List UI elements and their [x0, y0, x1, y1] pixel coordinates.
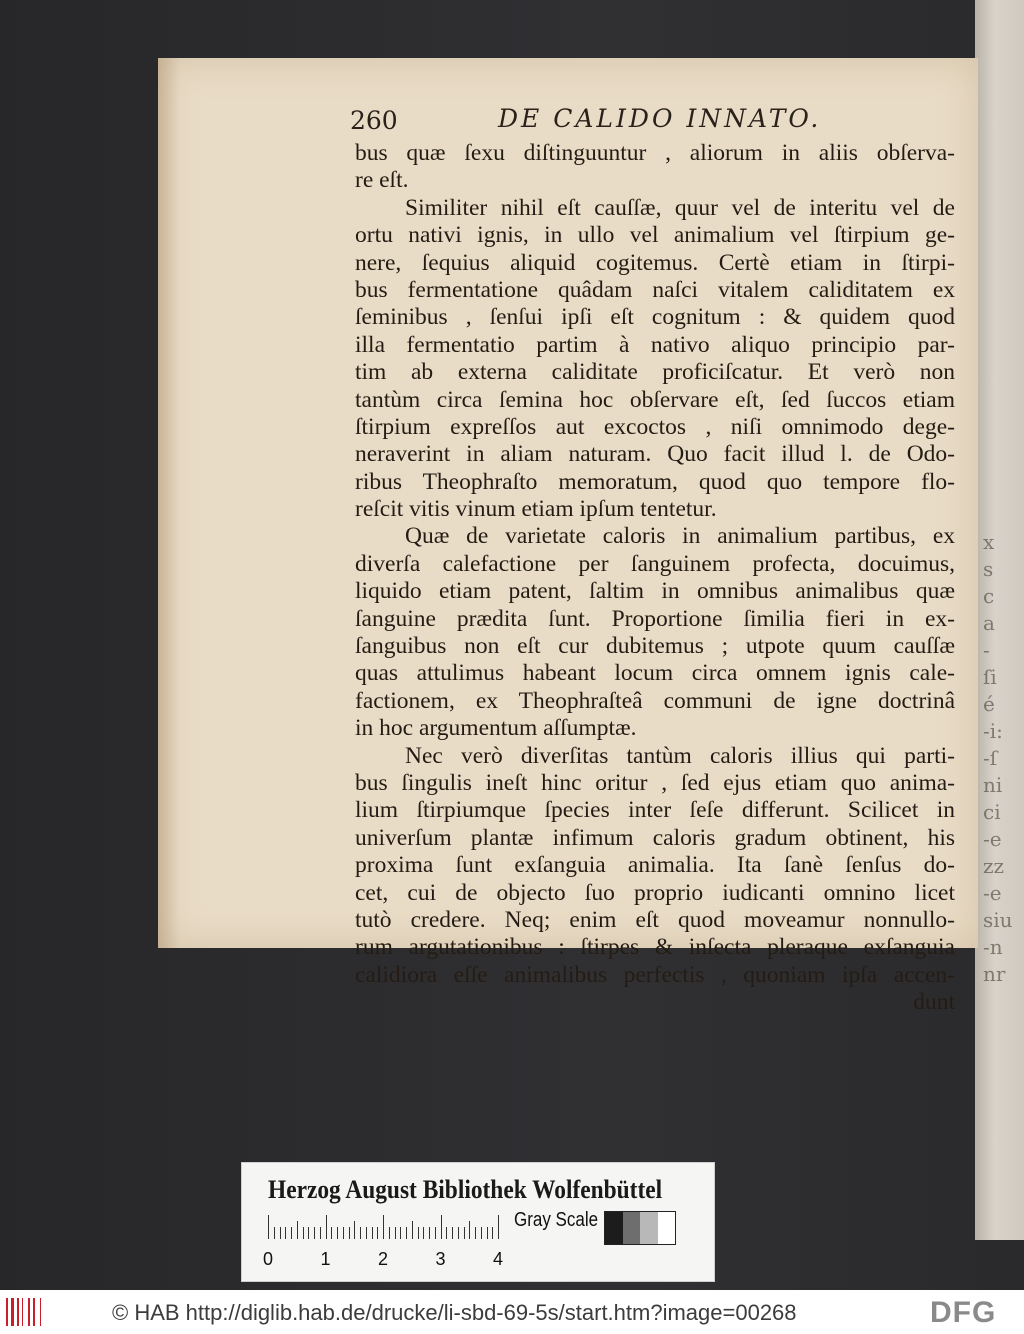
page-binding-shadow	[158, 58, 180, 948]
barcode-icon	[6, 1298, 46, 1326]
facing-page-fragment: -n	[983, 935, 1003, 959]
facing-page-fragment: zz	[983, 854, 1005, 878]
ruler-tick	[349, 1227, 350, 1239]
text-line: reſcit vitis vinum etiam ipſum tentetur.	[355, 496, 717, 523]
ruler-number: 2	[378, 1249, 389, 1269]
ruler-tick	[464, 1227, 465, 1239]
ruler-tick	[366, 1227, 367, 1239]
page-number: 260	[350, 106, 398, 135]
facing-page-edge	[975, 0, 1024, 1240]
library-name: Herzog August Bibliothek Wolfenbüttel	[268, 1175, 663, 1204]
ruler-tick	[314, 1227, 315, 1239]
ruler-tick	[492, 1227, 493, 1239]
gray-swatch	[605, 1212, 623, 1244]
text-line: nere, ſequius aliquid cogitemus. Certè etiam in ſtirpi-	[355, 249, 955, 276]
ruler-tick	[354, 1221, 355, 1239]
text-line: tutò credere. Neq; enim eſt quod moveamur nonnullo-	[355, 906, 955, 933]
text-line: factionem, ex Theophraſteâ communi de igne doctrinâ	[355, 687, 955, 714]
facing-page-fragment: -e	[983, 881, 1002, 905]
facing-page-fragment: x	[983, 530, 995, 554]
text-line: calidiora eſſe animalibus perfectis , quoniam ipſa accen-	[355, 961, 955, 988]
facing-page-fragment: ci	[983, 800, 1001, 824]
ruler-tick	[280, 1227, 281, 1239]
text-line: Nec verò diverſitas tantùm caloris illius qui parti-	[405, 742, 955, 769]
ruler-tick	[308, 1227, 309, 1239]
text-line: ſanguibus non eſt cur dubitemus ; utpote quum cauſſæ	[355, 633, 955, 660]
text-line: dunt	[913, 989, 955, 1016]
text-line: bus fermentatione quâdam naſci vitalem caliditatem ex	[355, 276, 955, 303]
ruler-tick	[469, 1221, 470, 1239]
ruler-tick	[297, 1221, 298, 1239]
text-line: ſanguine prædita ſunt. Proportione ſimilia fieri in ex-	[355, 605, 955, 632]
text-line: illa fermentatio partim à nativo aliquo principio par-	[355, 331, 955, 358]
text-line: in hoc argumentum aſſumptæ.	[355, 715, 637, 742]
viewer-footer	[0, 1290, 1024, 1334]
ruler-tick	[418, 1227, 419, 1239]
ruler-tick	[331, 1227, 332, 1239]
text-line: ribus Theophraſto memoratum, quod quo tempore flo-	[355, 468, 955, 495]
text-line: ortu nativi ignis, in ullo vel animalium vel ſtirpium ge-	[355, 222, 955, 249]
text-line: cet, cui de objecto ſuo proprio iudicanti omnino licet	[355, 879, 955, 906]
dfg-logo: DFG	[930, 1296, 997, 1329]
ruler-number: 4	[493, 1249, 504, 1269]
ruler-tick	[360, 1227, 361, 1239]
facing-page-fragment: -e	[983, 827, 1002, 851]
ruler-tick	[498, 1215, 499, 1239]
ruler-tick	[383, 1215, 384, 1239]
facing-page-fragment: s	[983, 557, 994, 581]
facing-page-fragment: c	[983, 584, 995, 608]
page-body-text	[355, 140, 955, 1017]
ruler-tick	[400, 1227, 401, 1239]
text-line: ſeminibus , ſenſui ipſi eſt cognitum : & quidem quod	[355, 304, 955, 331]
ruler-tick	[337, 1227, 338, 1239]
ruler-tick	[303, 1227, 304, 1239]
facing-page-fragment: é	[983, 692, 995, 716]
gray-swatch	[623, 1212, 641, 1244]
text-line: tantùm circa ſemina hoc obſervare eſt, ſed ſuccos etiam	[355, 386, 955, 413]
ruler-tick	[458, 1227, 459, 1239]
facing-page-fragment: ſi	[983, 665, 997, 689]
text-line: liquido etiam patent, ſaltim in omnibus animalibus quæ	[355, 578, 955, 605]
text-line: rum argutationibus : ſtirpes & inſecta pleraque exſanguia	[355, 934, 955, 961]
text-line: ſtirpium expreſſos aut excoctos , niſi omnimodo dege-	[355, 413, 955, 440]
ruler-tick	[452, 1227, 453, 1239]
facing-page-fragment: ni	[983, 773, 1003, 797]
ruler-tick	[423, 1227, 424, 1239]
ruler-tick	[487, 1227, 488, 1239]
facing-page-fragment: -ſ	[983, 746, 998, 770]
ruler-tick	[435, 1227, 436, 1239]
gray-swatch	[640, 1212, 658, 1244]
text-line: quas attulimus habeant locum circa omnem ignis cale-	[355, 660, 955, 687]
facing-page-fragment: -	[983, 638, 990, 662]
facing-page-fragment: siu	[983, 908, 1013, 932]
ruler-tick	[326, 1215, 327, 1239]
ruler-tick	[446, 1227, 447, 1239]
ruler-tick	[429, 1227, 430, 1239]
text-line: univerſum plantæ infimum caloris gradum obtinent, his	[355, 824, 955, 851]
text-line: re eſt.	[355, 167, 409, 194]
running-title: DE CALIDO INNATO.	[498, 104, 822, 133]
ruler-number: 0	[263, 1249, 274, 1269]
copyright-link[interactable]: © HAB http://diglib.hab.de/drucke/li-sbd-69-5s/start.htm?image=00268	[112, 1300, 797, 1325]
scale-ruler	[268, 1215, 508, 1239]
text-line: proxima ſunt exſanguia animalia. Ita ſanè ſenſus do-	[355, 852, 955, 879]
ruler-tick	[320, 1227, 321, 1239]
ruler-tick	[291, 1227, 292, 1239]
text-line: tim ab externa caliditate proficiſcatur. Et verò non	[355, 359, 955, 386]
text-line: Quæ de varietate caloris in animalium partibus, ex	[405, 523, 955, 550]
ruler-tick	[475, 1227, 476, 1239]
ruler-tick	[441, 1215, 442, 1239]
ruler-tick	[481, 1227, 482, 1239]
gray-scale-swatches	[604, 1211, 676, 1245]
ruler-tick	[343, 1227, 344, 1239]
ruler-tick	[412, 1221, 413, 1239]
ruler-number: 3	[435, 1249, 446, 1269]
text-line: neraverint in aliam naturam. Quo facit illud l. de Odo-	[355, 441, 955, 468]
text-line: lium ſtirpiumque ſpecies inter ſeſe differunt. Scilicet in	[355, 797, 955, 824]
text-line: bus quæ ſexu diſtinguuntur , aliorum in aliis obſerva-	[355, 140, 955, 166]
ruler-tick	[389, 1227, 390, 1239]
facing-page-fragment: -i:	[983, 719, 1003, 743]
running-head	[350, 104, 970, 144]
ruler-tick	[268, 1215, 269, 1239]
gray-scale-label: Gray Scale	[514, 1209, 599, 1231]
ruler-number: 1	[320, 1249, 331, 1269]
ruler-tick	[377, 1227, 378, 1239]
ruler-tick	[372, 1227, 373, 1239]
ruler-tick	[285, 1227, 286, 1239]
ruler-tick	[274, 1227, 275, 1239]
facing-page-fragment: a	[983, 611, 995, 635]
gray-swatch	[658, 1212, 676, 1244]
ruler-tick	[395, 1227, 396, 1239]
facing-page-fragment: nr	[983, 962, 1006, 986]
library-label	[241, 1162, 715, 1282]
text-line: bus ſingulis ineſt hinc oritur , ſed ejus etiam quo anima-	[355, 769, 955, 796]
ruler-tick	[406, 1227, 407, 1239]
text-line: diverſa calefactione per ſanguinem profecta, docuimus,	[355, 550, 955, 577]
text-line: Similiter nihil eſt cauſſæ, quur vel de interitu vel de	[405, 194, 955, 221]
